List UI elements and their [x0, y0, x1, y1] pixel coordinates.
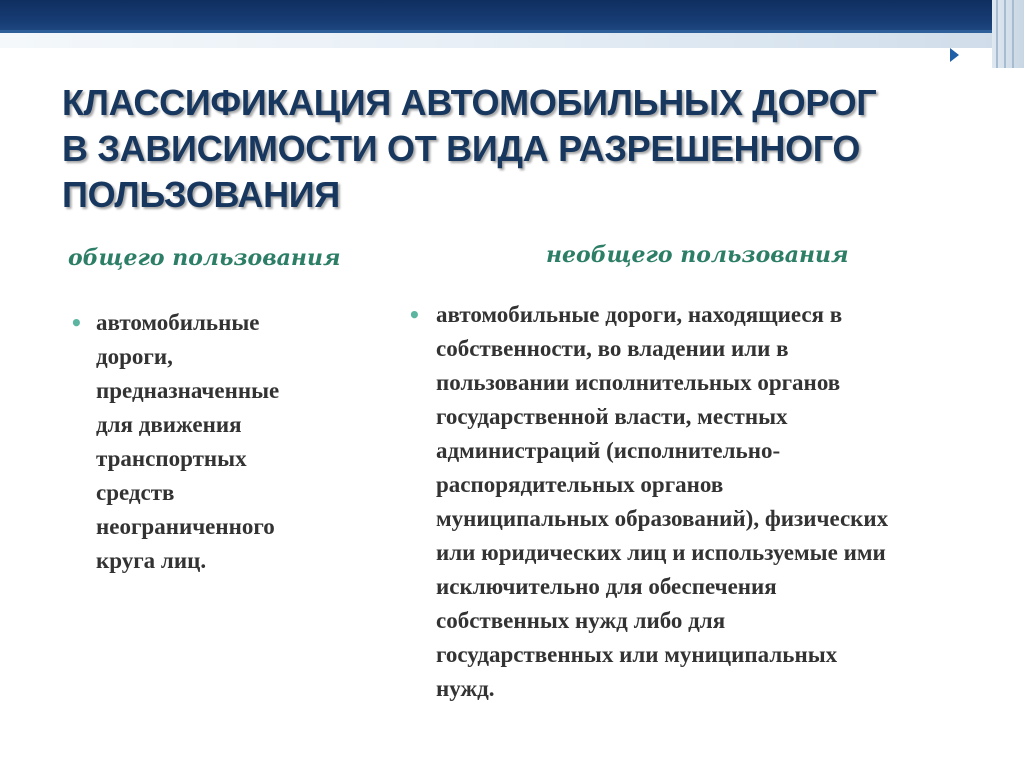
left-column-heading: общего пользования	[68, 245, 341, 271]
bullet-line: автомобильные дороги, находящиеся в	[436, 302, 843, 327]
bullet-line: пользовании исполнительных органов	[436, 370, 841, 395]
bullet-line: или юридических лиц и используемые ими	[436, 540, 886, 565]
bullet-icon: •	[408, 303, 421, 327]
bullet-line: нужд.	[436, 676, 495, 701]
left-bullet-item	[70, 306, 360, 578]
bullet-line: исключительно для обеспечения	[436, 574, 777, 599]
bullet-line: собственности, во владении или в	[436, 336, 789, 361]
bullet-line: администраций (исполнительно-	[436, 438, 781, 463]
bullet-line: средств	[96, 480, 175, 505]
bullet-text	[436, 298, 1008, 706]
title-line: КЛАССИФИКАЦИЯ АВТОМОБИЛЬНЫХ ДОРОГ	[62, 82, 877, 123]
right-bullet-item	[408, 298, 1008, 706]
bullet-line: предназначенные	[96, 378, 280, 403]
title-line: В ЗАВИСИМОСТИ ОТ ВИДА РАЗРЕШЕННОГО	[62, 128, 861, 169]
bullet-line: транспортных	[96, 446, 247, 471]
bullet-text	[96, 306, 360, 578]
bullet-line: автомобильные	[96, 310, 260, 335]
corner-vertical-line	[1004, 0, 1006, 68]
bullet-line: для движения	[96, 412, 242, 437]
bullet-icon: •	[70, 311, 83, 335]
slide-title	[62, 80, 942, 218]
bullet-line: круга лиц.	[96, 548, 207, 573]
band-accent-line	[0, 30, 1024, 33]
bullet-line: государственных или муниципальных	[436, 642, 838, 667]
corner-arrow-icon	[950, 48, 959, 62]
bullet-line: государственной власти, местных	[436, 404, 788, 429]
right-column-heading: необщего пользования	[546, 242, 849, 268]
title-line: ПОЛЬЗОВАНИЯ	[62, 174, 340, 215]
top-decorative-band	[0, 0, 1024, 30]
bullet-line: дороги,	[96, 344, 173, 369]
corner-vertical-line	[996, 0, 998, 68]
bullet-line: муниципальных образований), физических	[436, 506, 889, 531]
bullet-line: неограниченного	[96, 514, 275, 539]
corner-vertical-line	[1012, 0, 1014, 68]
bullet-line: распорядительных органов	[436, 472, 724, 497]
bullet-line: собственных нужд либо для	[436, 608, 726, 633]
